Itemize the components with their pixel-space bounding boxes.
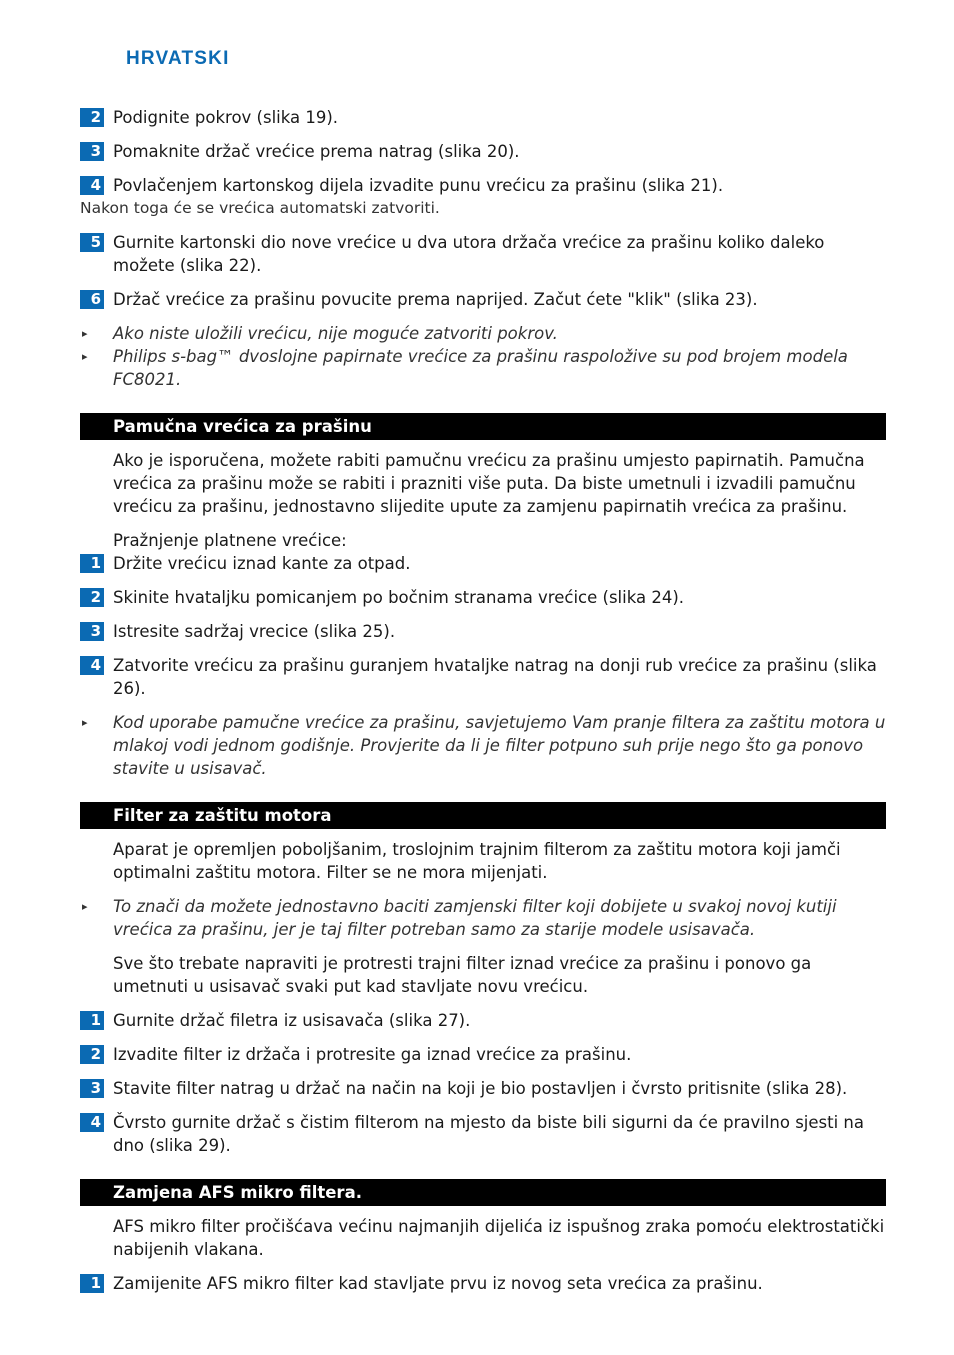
tip-item xyxy=(80,895,886,941)
tip-text: Kod uporabe pamučne vrećice za prašinu, savjetujemo Vam pranje filtera za zaštitu motora u mlakoj vodi jednom godišnje. Provjerite da li je filter potpuno suh prije nego što ga ponovo stavite u usisavač. xyxy=(113,713,886,778)
step-item xyxy=(80,231,886,277)
section-intro: Aparat je opremljen poboljšanim, troslojnim trajnim filterom za zaštitu motora koji jamči optimalni zaštitu motora. Filter se ne mora mijenjati. xyxy=(113,840,841,882)
step-number-badge: 1 xyxy=(80,1274,104,1293)
step-item xyxy=(80,654,886,700)
step-number-badge: 1 xyxy=(80,554,104,573)
step-number-badge: 1 xyxy=(80,1011,104,1030)
step-item xyxy=(80,552,886,575)
tips-list xyxy=(80,711,886,780)
page-content xyxy=(80,106,886,1306)
step-text: Gurnite kartonski dio nove vrećice u dva utora držača vrećice za prašinu koliko daleko možete (slika 22). xyxy=(113,233,825,275)
language-header: HRVATSKI xyxy=(126,48,230,69)
section-heading-afs-filter: Zamjena AFS mikro filtera. xyxy=(80,1179,886,1206)
tip-text: Ako niste uložili vrećicu, nije moguće zatvoriti pokrov. xyxy=(113,324,558,343)
step-item xyxy=(80,288,886,311)
step-text: Držite vrećicu iznad kante za otpad. xyxy=(113,554,411,573)
subheading: Pražnjenje platnene vrećice: xyxy=(113,531,347,550)
tip-item xyxy=(80,711,886,780)
section-intro: Ako je isporučena, možete rabiti pamučnu vrećicu za prašinu umjesto papirnatih. Pamučna vrećica za prašinu može se rabiti i prazniti više puta. Da biste umetnuli i izvadili pamučnu vrećicu za prašinu, jednostavno slijedite upute za zamjenu papirnatih vrećica za prašinu. xyxy=(113,451,865,516)
step-item xyxy=(80,1077,886,1100)
step-number-badge: 4 xyxy=(80,656,104,675)
step-text: Gurnite držač filetra iz usisavača (slika 27). xyxy=(113,1011,471,1030)
step-item xyxy=(80,140,886,163)
bullet-arrow-icon: ▸ xyxy=(82,350,88,363)
step-item xyxy=(80,1272,886,1295)
step-number-badge: 5 xyxy=(80,233,104,252)
step-text: Pomaknite držač vrećice prema natrag (slika 20). xyxy=(113,142,520,161)
step-number-badge: 4 xyxy=(80,176,104,195)
bullet-arrow-icon: ▸ xyxy=(82,900,88,913)
step-number-badge: 3 xyxy=(80,1079,104,1098)
paragraph: Sve što trebate napraviti je protresti trajni filter iznad vrećice za prašinu i ponovo ga umetnuti u usisavač svaki put kad stavljate novu vrećicu. xyxy=(113,954,812,996)
step-item xyxy=(80,106,886,129)
step-text: Držač vrećice za prašinu povucite prema naprijed. Začut ćete "klik" (slika 23). xyxy=(113,290,758,309)
step-text: Skinite hvataljku pomicanjem po bočnim stranama vrećice (slika 24). xyxy=(113,588,685,607)
step-item xyxy=(80,174,886,197)
step-text: Istresite sadržaj vrecice (slika 25). xyxy=(113,622,396,641)
step-number-badge: 3 xyxy=(80,622,104,641)
section-intro: AFS mikro filter pročišćava većinu najmanjih dijelića iz ispušnog zraka pomoću elektrostatički nabijenih vlakana. xyxy=(113,1217,885,1259)
step-text: Zatvorite vrećicu za prašinu guranjem hvataljke natrag na donji rub vrećice za prašinu (slika 26). xyxy=(113,656,877,698)
step-number-badge: 4 xyxy=(80,1113,104,1132)
step-text: Povlačenjem kartonskog dijela izvadite punu vrećicu za prašinu (slika 21). xyxy=(113,176,724,195)
bullet-arrow-icon: ▸ xyxy=(82,327,88,340)
tip-text: To znači da možete jednostavno baciti zamjenski filter koji dobijete u svakoj novoj kutiji vrećica za prašinu, jer je taj filter potreban samo za starije modele usisavača. xyxy=(113,897,837,939)
step-number-badge: 3 xyxy=(80,142,104,161)
step-text: Izvadite filter iz držača i protresite ga iznad vrećice za prašinu. xyxy=(113,1045,632,1064)
step-text: Čvrsto gurnite držač s čistim filterom na mjesto da biste bili sigurni da će pravilno sjesti na dno (slika 29). xyxy=(113,1113,864,1155)
step-item xyxy=(80,620,886,643)
step-item xyxy=(80,1043,886,1066)
step-text: Zamijenite AFS mikro filter kad stavljate prvu iz novog seta vrećica za prašinu. xyxy=(113,1274,763,1293)
step-item xyxy=(80,1009,886,1032)
step-number-badge: 6 xyxy=(80,290,104,309)
tip-item xyxy=(80,345,886,391)
step-item xyxy=(80,586,886,609)
step-item xyxy=(80,1111,886,1157)
section-heading-cotton-bag: Pamučna vrećica za prašinu xyxy=(80,413,886,440)
section-heading-motor-filter: Filter za zaštitu motora xyxy=(80,802,886,829)
step-text: Stavite filter natrag u držač na način na koji je bio postavljen i čvrsto pritisnite (slika 28). xyxy=(113,1079,848,1098)
tip-item xyxy=(80,322,886,345)
step-number-badge: 2 xyxy=(80,108,104,127)
tip-text: Philips s-bag™ dvoslojne papirnate vrećice za prašinu raspoložive su pod brojem modela FC8021. xyxy=(113,347,848,389)
step-number-badge: 2 xyxy=(80,1045,104,1064)
bullet-arrow-icon: ▸ xyxy=(82,716,88,729)
step-text: Podignite pokrov (slika 19). xyxy=(113,108,339,127)
step-number-badge: 2 xyxy=(80,588,104,607)
step-note: Nakon toga će se vrećica automatski zatvoriti. xyxy=(80,199,440,217)
tips-list xyxy=(80,322,886,391)
